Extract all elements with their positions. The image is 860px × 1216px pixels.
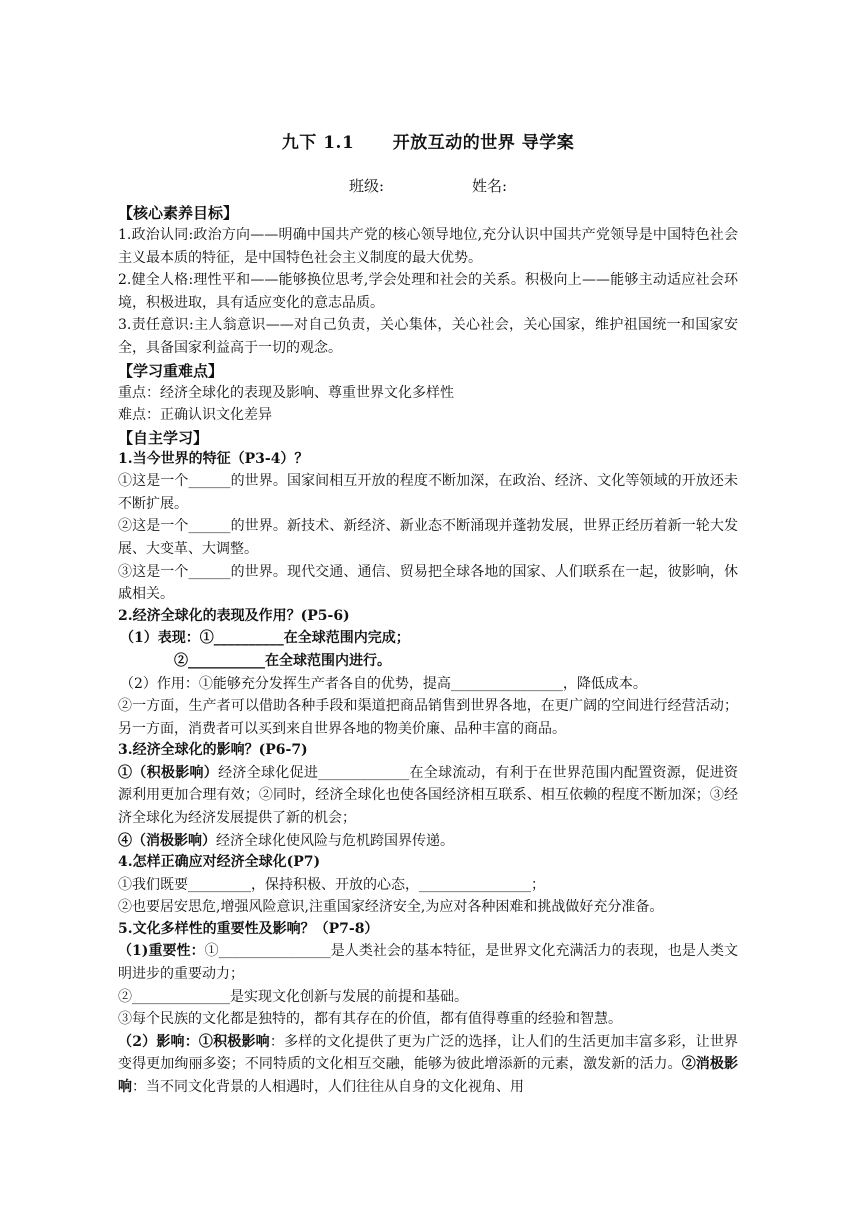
q2-manifestation-1 <box>118 627 738 650</box>
q2-b2-blank: ___________ <box>188 652 265 669</box>
q4-answer-2: ②也要居安思危,增强风险意识,注重国家经济安全,为应对各种困难和挑战做好充分准备。 <box>118 899 664 916</box>
q2-b1-blank: __________ <box>213 630 284 647</box>
key-points-heading: 【学习重难点】 <box>118 361 224 380</box>
q5-positive-label: ①积极影响 <box>198 1033 270 1050</box>
document-title: 九下 1.1 开放互动的世界 导学案 <box>281 133 575 153</box>
q3-positive <box>118 762 738 830</box>
q3-positive-label: ①（积极影响） <box>118 764 219 781</box>
q5-importance-2: ②______________是实现文化创新与发展的前提和基础。 <box>118 988 468 1005</box>
q5-importance-text: ①________________是人类社会的基本特征，是世界文化充满活力的表现，也是人类文明进步的重要动力； <box>118 943 738 982</box>
goal-item-3: 3.责任意识:主人翁意识——对自己负责，关心集体，关心社会，关心国家，维护祖国统一和国家安全，具备国家利益高于一切的观念。 <box>118 317 738 356</box>
q2-b1-suffix: 在全球范围内完成； <box>283 630 410 647</box>
q5-importance-label: （1)重要性： <box>118 943 205 960</box>
q2-manifestation-2 <box>118 650 738 673</box>
name-label: 姓名: <box>472 177 508 195</box>
q5-negative-text: ：当不同文化背景的人相遇时，人们往往从自身的文化视角、用 <box>132 1078 524 1095</box>
q2-title: 2.经济全球化的表现及作用？(P5-6) <box>118 607 350 624</box>
goal-item-1: 1.政治认同:政治方向——明确中国共产党的核心领导地位,充分认识中国共产党领导是中国特色社会主义最本质的特征，是中国特色社会主义制度的最大优势。 <box>118 227 738 266</box>
q3-positive-text: 经济全球化促进_____________在全球流动，有利于在世界范围内配置资源，促进资源利用更加合理有效；②同时，经济全球化也使各国经济相互联系、相互依赖的程度不断加深；③经济全球化为经济发展提供了新的机会； <box>118 764 739 826</box>
q2-b2-suffix: 在全球范围内进行。 <box>265 652 391 669</box>
q1-title: 1.当今世界的特征（P3-4）？ <box>118 450 309 467</box>
self-study-heading: 【自主学习】 <box>118 428 209 447</box>
q5-importance-1 <box>118 940 738 985</box>
q4-title: 4.怎样正确应对经济全球化(P7) <box>118 854 321 871</box>
goal-item-2: 2.健全人格:理性平和——能够换位思考,学会处理和社会的关系。积极向上——能够主动适应社会环境，积极进取，具有适应变化的意志品质。 <box>118 272 738 311</box>
q3-negative-text: 经济全球化使风险与危机跨国界传递。 <box>216 832 454 849</box>
goals-heading: 【核心素养目标】 <box>118 204 239 222</box>
q4-answer-1: ①我们既要_________，保持积极、开放的心态，________________； <box>118 876 545 893</box>
q1-answer-3: ③这是一个______的世界。现代交通、通信、贸易把全球各地的国家、人们联系在一起，彼影响，休戚相关。 <box>118 563 738 603</box>
q3-negative-label: ④（消极影响） <box>118 832 216 849</box>
q2-b1-prefix: （1）表现：① <box>120 630 214 647</box>
q5-influence-label: （2）影响： <box>118 1033 199 1050</box>
q5-influence <box>118 1031 738 1099</box>
q5-positive-text: ：多样的文化提供了更为广泛的选择，让人们的生活更加丰富多彩，让世界变得更加绚丽多姿；不同特质的文化相互交融，能够为彼此增添新的元素，激发新的活力。 <box>118 1033 739 1073</box>
class-label: 班级: <box>348 177 384 195</box>
q3-negative <box>118 830 738 853</box>
focus-line: 重点：经济全球化的表现及影响、尊重世界文化多样性 <box>118 384 454 401</box>
q3-title: 3.经济全球化的影响？(P6-7) <box>118 742 308 759</box>
q2-effect-2: ②一方面，生产者可以借助各种手段和渠道把商品销售到世界各地，在更广阔的空间进行经营活动；另一方面，消费者可以买到来自世界各地的物美价廉、品种丰富的商品。 <box>118 698 738 737</box>
q1-answer-2: ②这是一个______的世界。新技术、新经济、新业态不断涌现并蓬勃发展，世界正经历着新一轮大发展、大变革、大调整。 <box>118 518 738 558</box>
q5-importance-3: ③每个民族的文化都是独特的，都有其存在的价值，都有值得尊重的经验和智慧。 <box>118 1011 622 1028</box>
q5-title: 5.文化多样性的重要性及影响？（P7-8） <box>118 920 379 937</box>
q5-negative-label: ②消极影响 <box>118 1056 738 1095</box>
student-info-line <box>118 175 738 196</box>
difficulty-line: 难点：正确认识文化差异 <box>118 407 272 424</box>
q2-b2-prefix: ② <box>174 652 188 669</box>
document-content <box>118 128 738 1099</box>
q1-answer-1: ①这是一个______的世界。国家间相互开放的程度不断加深，在政治、经济、文化等领域的开放还未不断扩展。 <box>118 473 738 512</box>
q2-effect-1: （2）作用：①能够充分发挥生产者各自的优势，提高________________，降低成本。 <box>120 675 647 692</box>
